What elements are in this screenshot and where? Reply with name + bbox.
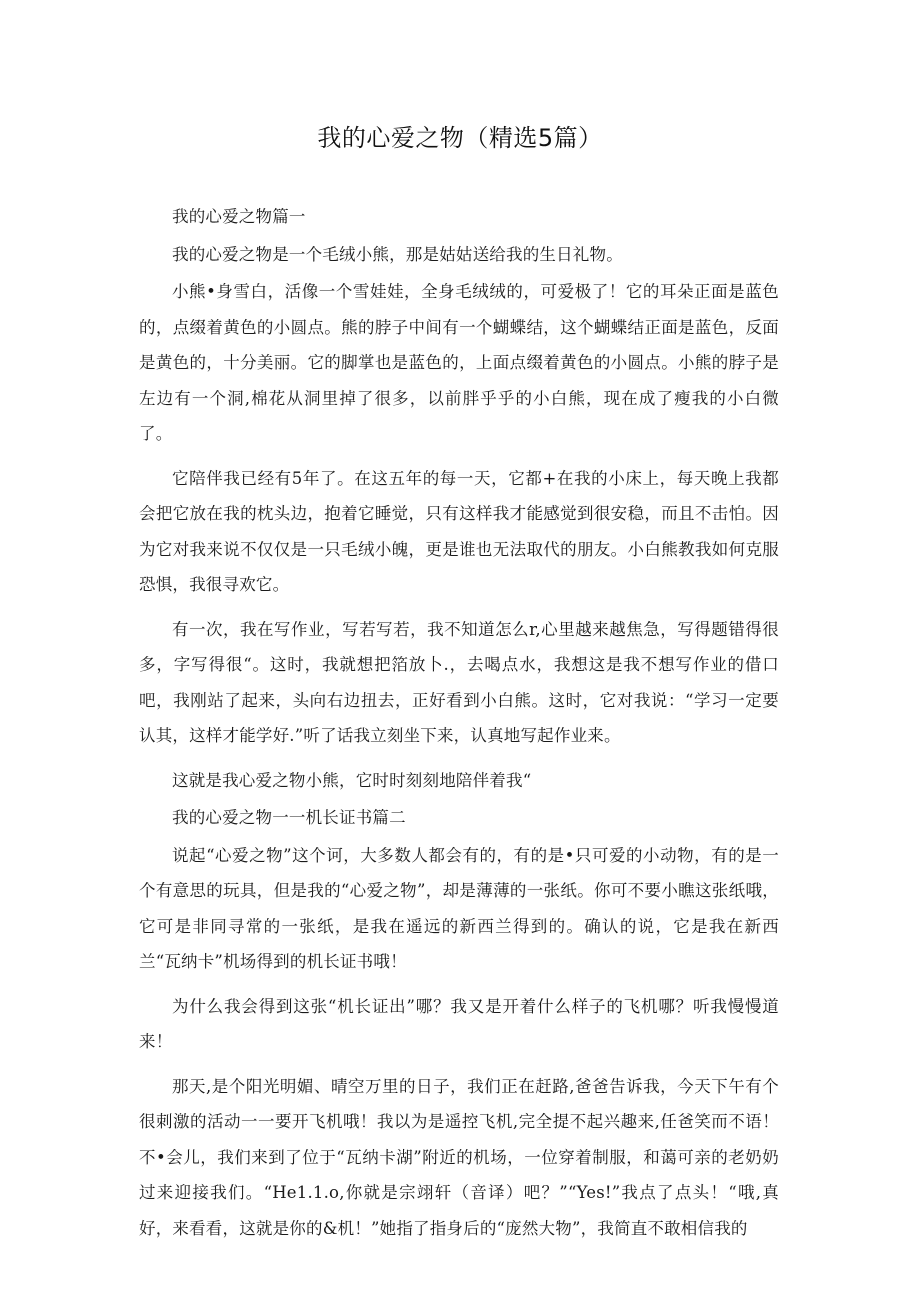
body-paragraph: 这就是我心爱之物小熊，它时时刻刻地陪伴着我“ <box>172 770 532 790</box>
body-paragraph: 为什么我会得到这张“机长证出”哪？我又是开着什么样子的飞机哪？听我慢慢道来！ <box>139 996 779 1051</box>
body-paragraph: 小熊•身雪白，活像一个雪娃娃，全身毛绒绒的，可爱极了！它的耳朵正面是蓝色的，点缀着黄色的小圆点。熊的脖子中间有一个蝴蝶结，这个蝴蝶结正面是蓝色，反面是黄色的，十分美丽。它的脚掌也是蓝色的，上面点缀着黄色的小圆点。小熊的脖子是左边有一个洞,棉花从洞里掉了很多，以前胖乎乎的小白熊，现在成了瘦我的小白微了。 <box>139 282 779 443</box>
section-heading: 我的心爱之物篇一 <box>172 207 306 226</box>
body-paragraph: 那天,是个阳光明媚、晴空万里的日子，我们正在赶路,爸爸告诉我，今天下午有个很刺激的活动一一要开飞机哦！我以为是遥控飞机,完全提不起兴趣来,任爸笑而不语！不•会儿，我们来到了位于“瓦纳卡湖”附近的机场，一位穿着制服，和蔼可亲的老奶奶过来迎接我们。“He1.1.o,你就是宗翊轩（音译）吧？”“Yes!”我点了点头！“哦,真好，来看看，这就是你的&机！”她指了指身后的“庞然大物”，我简直不敢相信我的 <box>139 1076 779 1238</box>
document-title: 我的心爱之物（精选5篇） <box>317 124 603 152</box>
body-paragraph: 它陪伴我已经有5年了。在这五年的每一天，它都+在我的小床上，每天晚上我都会把它放在我的枕头边，抱着它睡觉，只有这样我才能感觉到很安稳，而且不击怕。因为它对我来说不仅仅是一只毛绒小魄，更是谁也无法取代的朋友。小白熊教我如何克服恐惧，我很寻欢它。 <box>139 468 779 594</box>
body-paragraph: 说起“心爱之物”这个诃，大多数人都会有的，有的是•只可爱的小动物，有的是一个有意思的玩具，但是我的“心爱之物”，却是薄薄的一张纸。你可不要小瞧这张纸哦，它可是非同寻常的一张纸，是我在遥远的新西兰得到的。确认的说，它是我在新西兰“瓦纳卡”机场得到的机长证书哦！ <box>139 845 779 971</box>
body-paragraph: 有一次，我在写作业，写若写若，我不知道怎么r,心里越来越焦急，写得题错得很多，字写得很“。这时，我就想把箔放卜.，去喝点水，我想这是我不想写作业的借口吧，我刚站了起来，头向右边扭去，正好看到小白熊。这时，它对我说：“学习一定要认其，这样才能学好.”听了话我立刻坐下来，认真地写起作业来。 <box>139 619 779 745</box>
body-paragraph: 我的心爱之物是一个毛绒小熊，那是姑姑送给我的生日礼物。 <box>172 244 623 264</box>
section-heading: 我的心爱之物一一机长证书篇二 <box>172 808 406 827</box>
document-body <box>139 199 779 1255</box>
